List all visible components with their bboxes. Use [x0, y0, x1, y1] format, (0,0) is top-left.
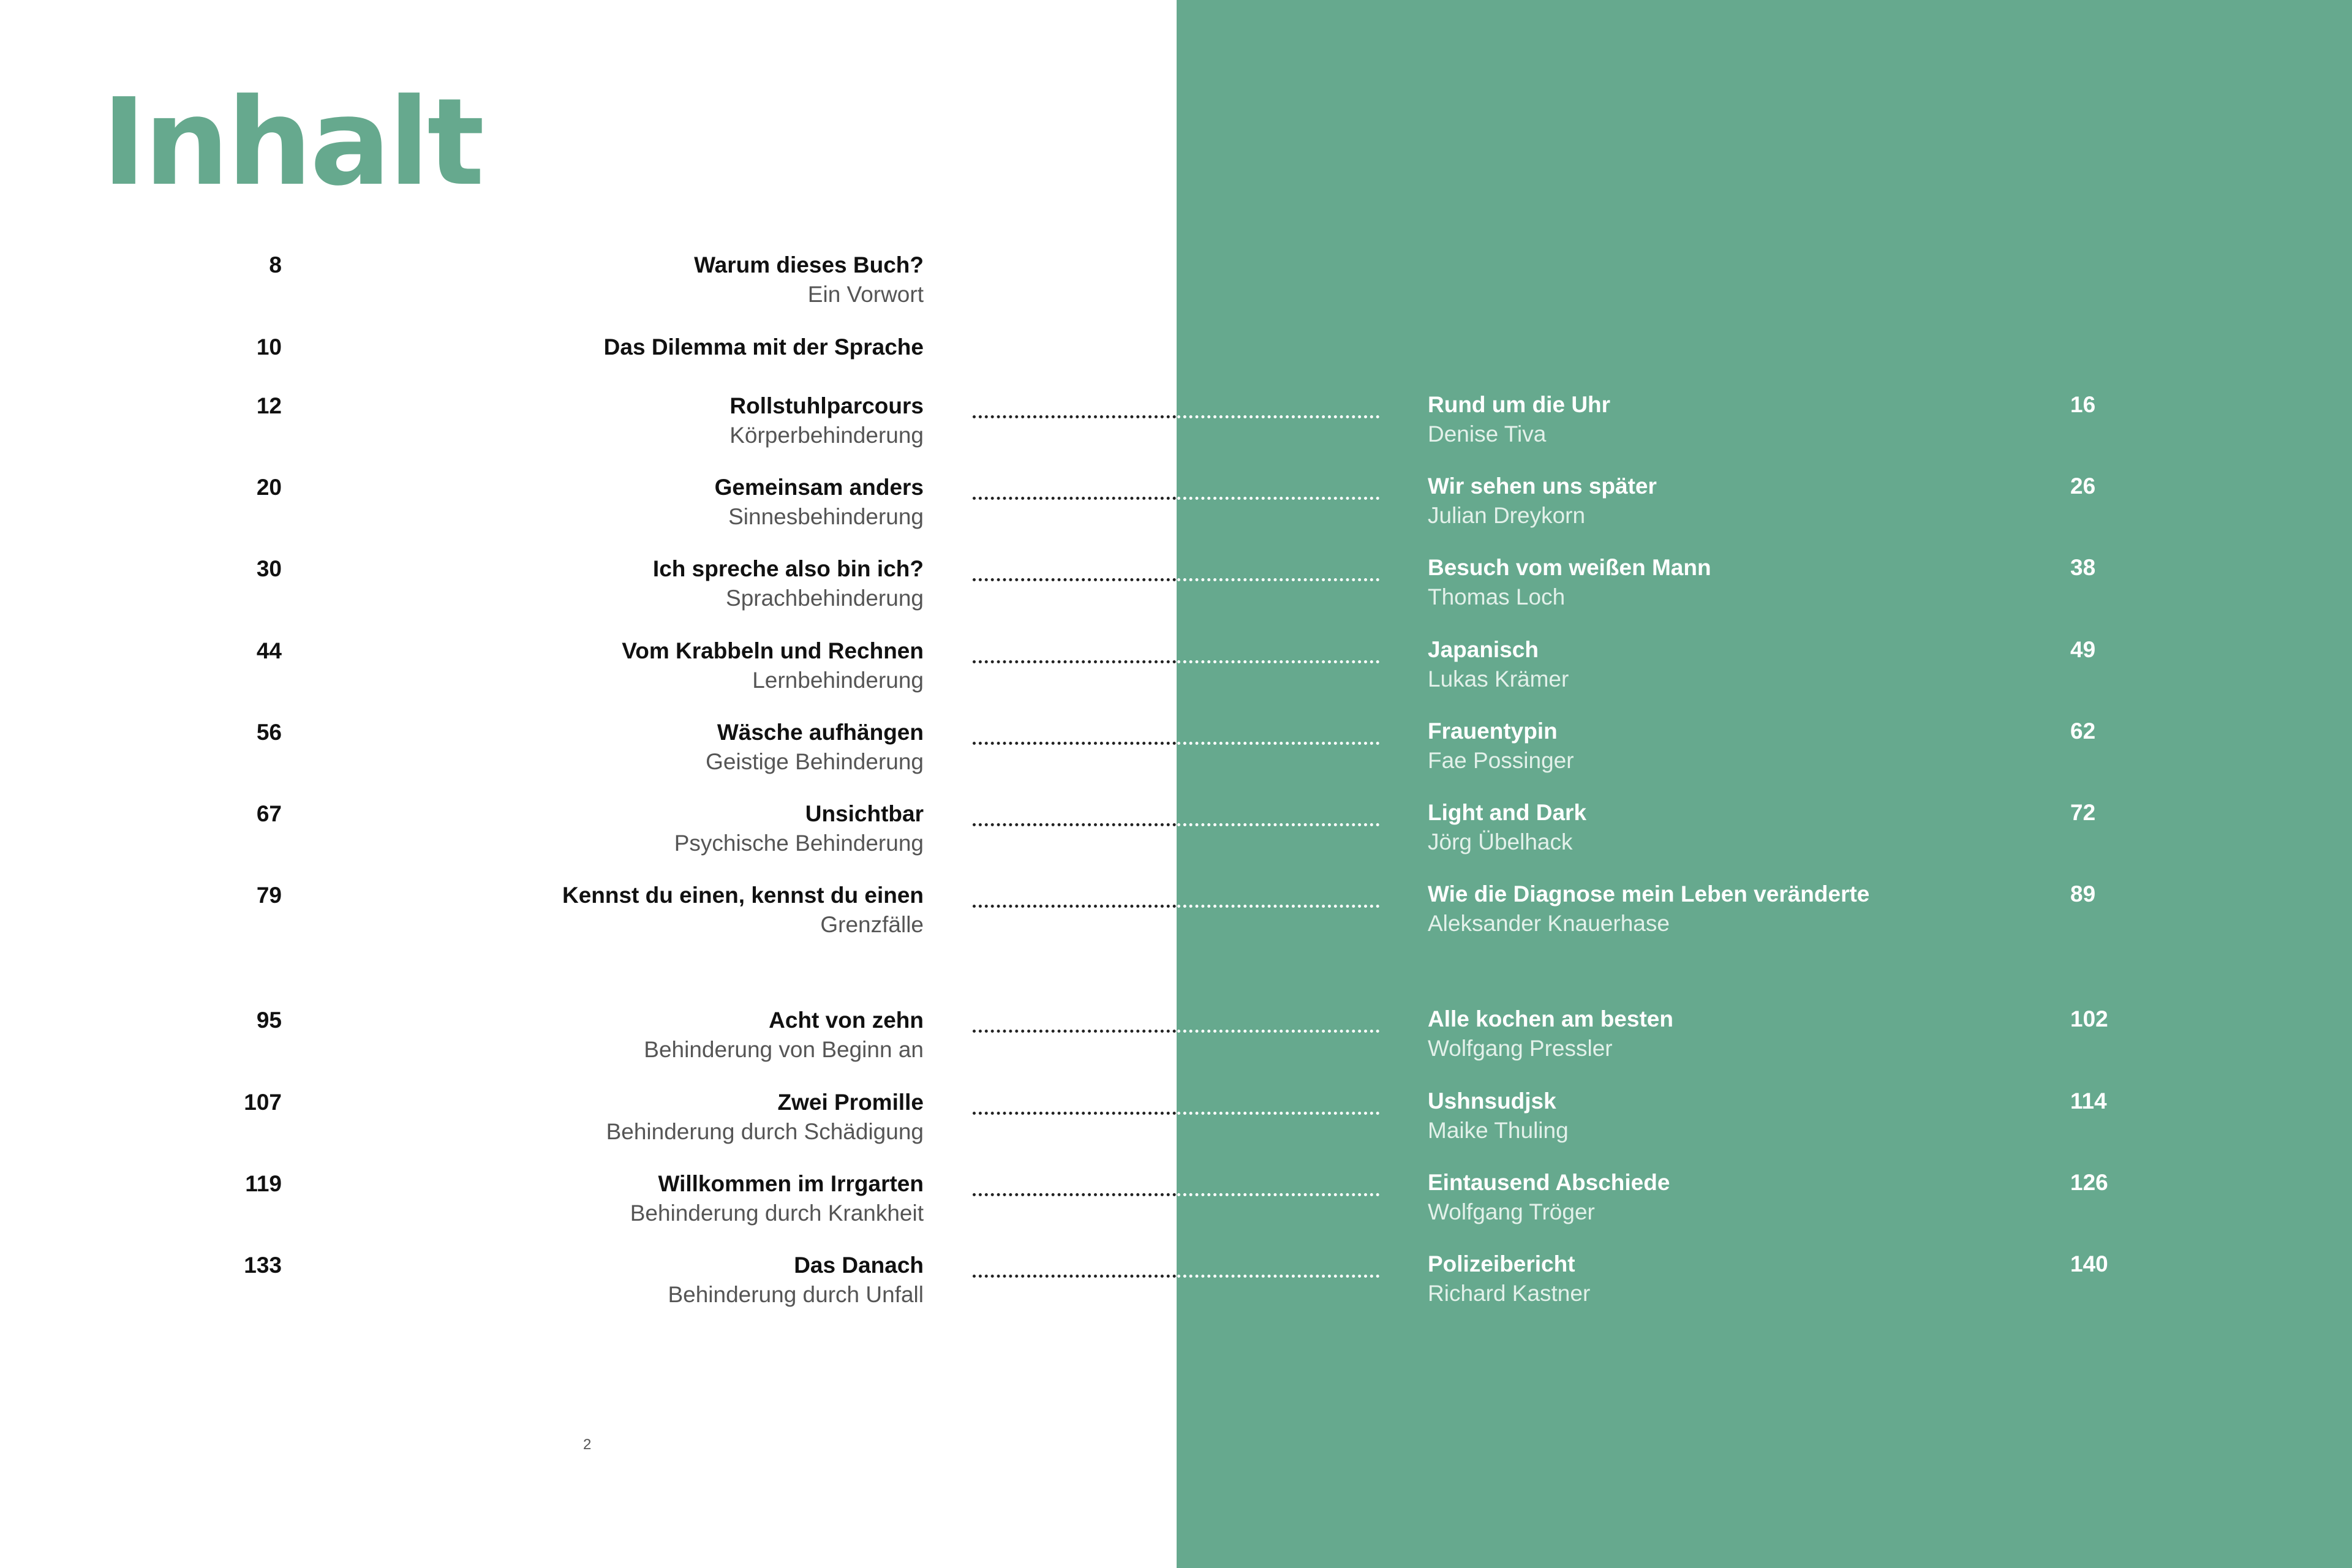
story-author: Julian Dreykorn — [1428, 503, 1586, 528]
entry-title: Zwei Promille — [777, 1090, 924, 1115]
story-title: Besuch vom weißen Mann — [1428, 555, 1711, 580]
story-title: Wie die Diagnose mein Leben veränderte — [1428, 881, 1870, 907]
entry-page-number: 79 — [256, 883, 282, 908]
entry-page-number: 95 — [256, 1008, 282, 1033]
dot-leader — [1177, 578, 1379, 581]
page-title: Inhalt — [102, 73, 483, 213]
entry-title: Das Danach — [794, 1253, 924, 1278]
dot-leader — [973, 660, 1176, 663]
entry-page-number: 133 — [244, 1253, 282, 1278]
entry-page-number: 10 — [256, 334, 282, 360]
dot-leader — [1177, 415, 1379, 418]
story-page-number: 62 — [2070, 718, 2096, 744]
toc-entry[interactable] — [0, 636, 2352, 722]
toc-entry[interactable] — [0, 1250, 2352, 1336]
story-page-number: 140 — [2070, 1251, 2108, 1276]
story-author: Thomas Loch — [1428, 584, 1566, 609]
toc-entry[interactable] — [0, 799, 2352, 884]
entry-page-number: 30 — [256, 556, 282, 581]
toc-entry[interactable] — [0, 554, 2352, 639]
entry-subtitle: Behinderung durch Krankheit — [630, 1200, 924, 1226]
story-title: Alle kochen am besten — [1428, 1006, 1673, 1031]
story-author: Maike Thuling — [1428, 1118, 1569, 1143]
entry-subtitle: Körperbehinderung — [729, 423, 924, 448]
entry-page-number: 119 — [245, 1171, 282, 1196]
story-page-number: 126 — [2070, 1170, 2108, 1195]
story-page-number: 102 — [2070, 1006, 2108, 1031]
story-title: Japanisch — [1428, 637, 1539, 662]
dot-leader — [1177, 1193, 1379, 1196]
dot-leader — [1177, 660, 1379, 663]
story-author: Denise Tiva — [1428, 421, 1547, 447]
entry-title: Vom Krabbeln und Rechnen — [622, 638, 924, 663]
dot-leader — [973, 578, 1176, 581]
toc-entry[interactable] — [0, 1169, 2352, 1254]
story-title: Light and Dark — [1428, 800, 1587, 825]
story-title: Polizeibericht — [1428, 1251, 1575, 1276]
entry-subtitle: Sinnesbehinderung — [728, 504, 924, 529]
dot-leader — [1177, 823, 1379, 826]
dot-leader — [1177, 742, 1379, 745]
story-author: Wolfgang Pressler — [1428, 1036, 1613, 1061]
entry-subtitle: Behinderung durch Schädigung — [606, 1119, 924, 1144]
entry-title: Wäsche aufhängen — [717, 720, 924, 745]
entry-subtitle: Behinderung durch Unfall — [668, 1282, 924, 1307]
entry-title: Gemeinsam anders — [714, 475, 924, 500]
entry-page-number: 12 — [256, 393, 282, 418]
dot-leader — [973, 823, 1176, 826]
story-author: Richard Kastner — [1428, 1281, 1591, 1306]
toc-entry-intro[interactable] — [0, 250, 2352, 336]
story-title: Wir sehen uns später — [1428, 473, 1657, 499]
dot-leader — [973, 905, 1176, 908]
dot-leader — [973, 1193, 1176, 1196]
toc-entry[interactable] — [0, 880, 2352, 966]
page-number: 2 — [583, 1436, 592, 1453]
story-title: Ushnsudjsk — [1428, 1088, 1556, 1114]
entry-page-number: 20 — [256, 475, 282, 500]
entry-page-number: 8 — [269, 252, 282, 277]
story-page-number: 89 — [2070, 881, 2096, 907]
story-author: Wolfgang Tröger — [1428, 1199, 1595, 1224]
entry-title: Kennst du einen, kennst du einen — [562, 883, 924, 908]
story-page-number: 114 — [2070, 1088, 2107, 1114]
story-author: Jörg Übelhack — [1428, 829, 1573, 854]
dot-leader — [973, 1030, 1176, 1033]
entry-page-number: 67 — [256, 801, 282, 826]
dot-leader — [973, 1275, 1176, 1278]
story-author: Aleksander Knauerhase — [1428, 911, 1670, 936]
entry-title: Rollstuhlparcours — [729, 393, 924, 418]
entry-subtitle: Ein Vorwort — [807, 282, 924, 307]
story-page-number: 49 — [2070, 637, 2096, 662]
entry-title: Warum dieses Buch? — [694, 252, 924, 277]
toc-entry[interactable] — [0, 1005, 2352, 1091]
story-title: Rund um die Uhr — [1428, 392, 1611, 417]
entry-page-number: 56 — [256, 720, 282, 745]
entry-title: Ich spreche also bin ich? — [652, 556, 924, 581]
entry-subtitle: Lernbehinderung — [752, 668, 924, 693]
entry-title: Acht von zehn — [769, 1008, 924, 1033]
entry-page-number: 44 — [256, 638, 282, 663]
story-author: Fae Possinger — [1428, 748, 1574, 773]
dot-leader — [973, 1112, 1176, 1115]
story-title: Eintausend Abschiede — [1428, 1170, 1670, 1195]
entry-subtitle: Sprachbehinderung — [726, 586, 924, 611]
story-page-number: 72 — [2070, 800, 2096, 825]
entry-subtitle: Geistige Behinderung — [706, 749, 924, 774]
entry-subtitle: Psychische Behinderung — [674, 831, 924, 856]
entry-page-number: 107 — [244, 1090, 282, 1115]
dot-leader — [973, 497, 1176, 500]
toc-entry[interactable] — [0, 391, 2352, 477]
dot-leader — [973, 415, 1176, 418]
story-title: Frauentypin — [1428, 718, 1558, 744]
dot-leader — [1177, 1275, 1379, 1278]
dot-leader — [973, 742, 1176, 745]
entry-title: Unsichtbar — [805, 801, 924, 826]
entry-subtitle: Grenzfälle — [820, 912, 924, 937]
dot-leader — [1177, 905, 1379, 908]
entry-subtitle: Behinderung von Beginn an — [644, 1037, 924, 1062]
dot-leader — [1177, 1030, 1379, 1033]
toc-entry[interactable] — [0, 717, 2352, 803]
dot-leader — [1177, 1112, 1379, 1115]
entry-title: Willkommen im Irrgarten — [658, 1171, 924, 1196]
toc-entry[interactable] — [0, 472, 2352, 558]
dot-leader — [1177, 497, 1379, 500]
story-author: Lukas Krämer — [1428, 666, 1569, 692]
toc-entry[interactable] — [0, 1087, 2352, 1173]
story-page-number: 38 — [2070, 555, 2096, 580]
entry-title: Das Dilemma mit der Sprache — [603, 334, 924, 360]
story-page-number: 26 — [2070, 473, 2096, 499]
story-page-number: 16 — [2070, 392, 2096, 417]
